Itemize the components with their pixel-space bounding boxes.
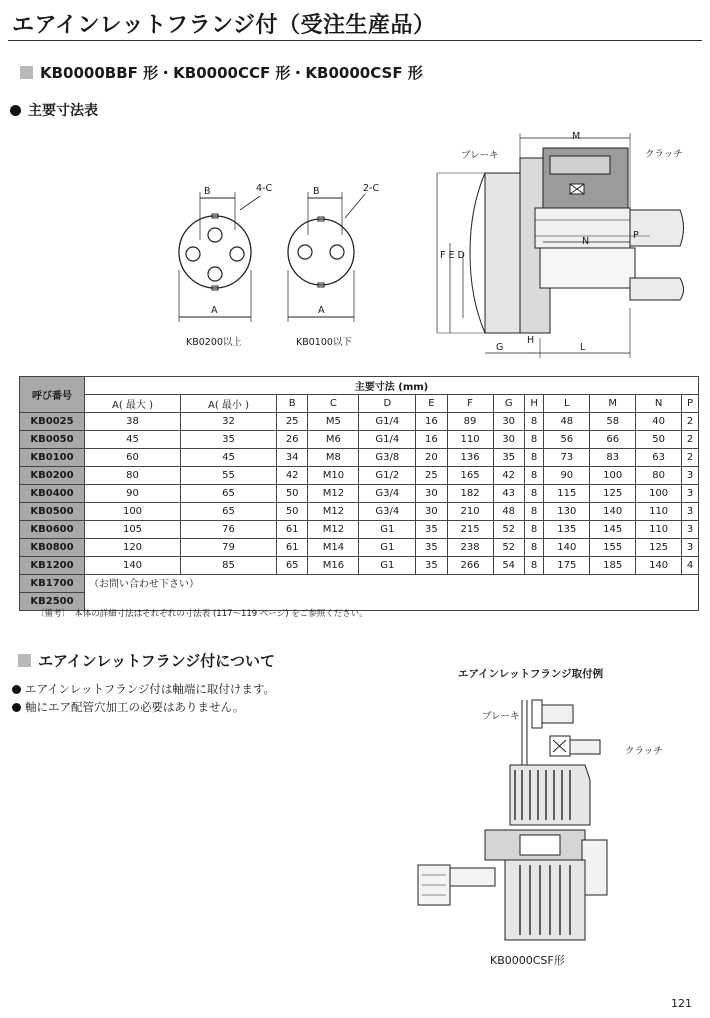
bullet-dot-icon <box>12 685 21 694</box>
table-cell: 140 <box>85 557 181 575</box>
diagram2-b-label: B <box>313 186 320 197</box>
table-row <box>20 539 699 557</box>
model-cell: KB0200 <box>20 467 85 485</box>
table-cell: 100 <box>590 467 636 485</box>
diagram1-b-label: B <box>204 186 211 197</box>
table-cell: 210 <box>447 503 493 521</box>
table-cell: 110 <box>447 431 493 449</box>
model-cell: KB0025 <box>20 413 85 431</box>
table-cell: 52 <box>493 521 524 539</box>
table-cell: 30 <box>493 431 524 449</box>
model-cell: KB0400 <box>20 485 85 503</box>
section-h-label: H <box>527 335 535 346</box>
table-cell: 65 <box>181 485 277 503</box>
table-cell: M5 <box>308 413 359 431</box>
table-row <box>20 485 699 503</box>
column-header: H <box>524 395 543 413</box>
table-cell: 110 <box>636 503 682 521</box>
column-header: L <box>544 395 590 413</box>
table-cell: 55 <box>181 467 277 485</box>
model-cell: KB2500 <box>20 593 85 611</box>
table-cell: 50 <box>277 485 308 503</box>
table-cell: 20 <box>416 449 447 467</box>
table-cell: G1/4 <box>359 431 416 449</box>
section-heading-about-text: エアインレットフランジ付について <box>38 652 276 670</box>
table-cell: M12 <box>308 521 359 539</box>
table-cell: G3/4 <box>359 485 416 503</box>
table-cell: 48 <box>493 503 524 521</box>
table-cell: 35 <box>181 431 277 449</box>
table-cell: 266 <box>447 557 493 575</box>
bullet-item <box>12 681 275 697</box>
diagram2-caption: KB0100以下 <box>296 337 352 348</box>
table-cell: G1 <box>359 521 416 539</box>
table-cell: G1/4 <box>359 413 416 431</box>
table-cell: 25 <box>416 467 447 485</box>
table-row <box>20 449 699 467</box>
section-n-label: N <box>582 236 590 247</box>
table-row <box>20 413 699 431</box>
table-cell: 16 <box>416 413 447 431</box>
inquiry-note: （お問い合わせ下さい） <box>85 575 699 611</box>
column-header: A( 最小 ) <box>181 395 277 413</box>
table-cell: 65 <box>277 557 308 575</box>
dimensions-group-header: 主要寸法 (mm) <box>85 377 699 395</box>
table-cell: 43 <box>493 485 524 503</box>
table-cell: 35 <box>416 521 447 539</box>
column-header: C <box>308 395 359 413</box>
table-cell: 52 <box>493 539 524 557</box>
table-cell: 90 <box>544 467 590 485</box>
table-cell: 120 <box>85 539 181 557</box>
model-cell: KB1700 <box>20 575 85 593</box>
table-cell: 16 <box>416 431 447 449</box>
table-cell: 34 <box>277 449 308 467</box>
diagram2-a-label: A <box>318 305 325 316</box>
table-cell: 50 <box>277 503 308 521</box>
table-cell: 2 <box>682 449 699 467</box>
column-header: F <box>447 395 493 413</box>
section-clutch-label: クラッチ <box>645 149 683 160</box>
section-heading-models <box>20 62 423 83</box>
table-cell: 165 <box>447 467 493 485</box>
table-cell: 8 <box>524 503 543 521</box>
section-marker-icon <box>20 66 33 79</box>
table-cell: 8 <box>524 521 543 539</box>
model-cell: KB0050 <box>20 431 85 449</box>
table-cell: 8 <box>524 413 543 431</box>
table-cell: 76 <box>181 521 277 539</box>
table-cell: 182 <box>447 485 493 503</box>
table-cell: 215 <box>447 521 493 539</box>
table-cell: 4 <box>682 557 699 575</box>
model-column-header: 呼び番号 <box>20 377 85 413</box>
table-cell: 140 <box>544 539 590 557</box>
table-cell: 2 <box>682 431 699 449</box>
bullet-dot-icon <box>10 105 21 116</box>
table-cell: 175 <box>544 557 590 575</box>
table-cell: 140 <box>590 503 636 521</box>
column-header: A( 最大 ) <box>85 395 181 413</box>
column-header: G <box>493 395 524 413</box>
model-cell: KB0800 <box>20 539 85 557</box>
table-cell: 105 <box>85 521 181 539</box>
table-cell: G1 <box>359 557 416 575</box>
table-cell: 48 <box>544 413 590 431</box>
title-rule <box>8 40 702 41</box>
section-marker-icon <box>18 654 31 667</box>
section-fed-label: F E D <box>440 250 465 261</box>
table-cell: 73 <box>544 449 590 467</box>
table-cell: 125 <box>636 539 682 557</box>
table-cell: G1 <box>359 539 416 557</box>
table-note: 〔備考〕 本体の詳細寸法はそれぞれの寸法表 (117～119 ページ) をご参照ください。 <box>36 609 368 619</box>
example-caption: KB0000CSF形 <box>490 954 565 967</box>
table-cell: M12 <box>308 485 359 503</box>
diagram1-caption: KB0200以上 <box>186 337 242 348</box>
section-g-label: G <box>496 342 504 353</box>
table-cell: M8 <box>308 449 359 467</box>
table-cell: G3/8 <box>359 449 416 467</box>
section-p-label: P <box>633 230 639 241</box>
table-cell: 80 <box>636 467 682 485</box>
bullet-item <box>12 699 244 715</box>
column-header: P <box>682 395 699 413</box>
table-cell: 8 <box>524 539 543 557</box>
table-cell: 61 <box>277 521 308 539</box>
example-clutch-label: クラッチ <box>625 746 663 757</box>
column-header: M <box>590 395 636 413</box>
table-cell: 140 <box>636 557 682 575</box>
example-title: エアインレットフランジ取付例 <box>458 668 604 680</box>
table-cell: 32 <box>181 413 277 431</box>
table-cell: 56 <box>544 431 590 449</box>
model-cell: KB1200 <box>20 557 85 575</box>
table-cell: 65 <box>181 503 277 521</box>
table-cell: 115 <box>544 485 590 503</box>
table-cell: M6 <box>308 431 359 449</box>
table-cell: 145 <box>590 521 636 539</box>
section-heading-about <box>18 650 275 671</box>
table-row <box>20 521 699 539</box>
table-row <box>20 557 699 575</box>
section-drawing <box>425 128 705 368</box>
table-cell: 42 <box>277 467 308 485</box>
table-cell: 45 <box>85 431 181 449</box>
table-cell: 50 <box>636 431 682 449</box>
table-cell: 60 <box>85 449 181 467</box>
section-brake-label: ブレーキ <box>461 150 499 161</box>
table-cell: M14 <box>308 539 359 557</box>
table-cell: 25 <box>277 413 308 431</box>
flange-diagram-2hole <box>270 180 390 350</box>
table-cell: 8 <box>524 467 543 485</box>
table-cell: 100 <box>636 485 682 503</box>
table-cell: 90 <box>85 485 181 503</box>
table-cell: M10 <box>308 467 359 485</box>
flange-diagram-4hole <box>160 180 280 350</box>
diagram2-c-label: 2-C <box>363 183 380 194</box>
table-cell: 155 <box>590 539 636 557</box>
dims-heading <box>10 100 98 120</box>
column-header: E <box>416 395 447 413</box>
table-cell: 63 <box>636 449 682 467</box>
table-cell: 3 <box>682 503 699 521</box>
table-cell: 89 <box>447 413 493 431</box>
table-cell: 40 <box>636 413 682 431</box>
table-cell: 8 <box>524 485 543 503</box>
table-cell: 58 <box>590 413 636 431</box>
table-cell: 30 <box>416 485 447 503</box>
section-m-label: M <box>572 131 581 142</box>
table-cell: 136 <box>447 449 493 467</box>
model-cell: KB0600 <box>20 521 85 539</box>
table-cell: 130 <box>544 503 590 521</box>
table-cell: 110 <box>636 521 682 539</box>
page-title: エアインレットフランジ付（受注生産品） <box>12 13 436 38</box>
table-cell: 35 <box>416 557 447 575</box>
table-cell: 26 <box>277 431 308 449</box>
table-cell: 79 <box>181 539 277 557</box>
table-cell: 80 <box>85 467 181 485</box>
table-cell: 3 <box>682 485 699 503</box>
table-cell: 100 <box>85 503 181 521</box>
table-cell: 66 <box>590 431 636 449</box>
table-cell: M16 <box>308 557 359 575</box>
column-header: B <box>277 395 308 413</box>
table-row <box>20 431 699 449</box>
table-cell: G1/2 <box>359 467 416 485</box>
table-cell: 45 <box>181 449 277 467</box>
table-cell: 38 <box>85 413 181 431</box>
table-cell: 54 <box>493 557 524 575</box>
table-cell: 85 <box>181 557 277 575</box>
column-header: N <box>636 395 682 413</box>
table-cell: 185 <box>590 557 636 575</box>
table-cell: 8 <box>524 431 543 449</box>
table-cell: G3/4 <box>359 503 416 521</box>
table-row <box>20 467 699 485</box>
model-cell: KB0500 <box>20 503 85 521</box>
table-cell: 238 <box>447 539 493 557</box>
table-cell: 125 <box>590 485 636 503</box>
table-cell: 35 <box>493 449 524 467</box>
dims-heading-text: 主要寸法表 <box>28 103 98 119</box>
table-cell: 2 <box>682 413 699 431</box>
table-cell: 30 <box>493 413 524 431</box>
table-cell: 61 <box>277 539 308 557</box>
diagram1-c-label: 4-C <box>256 183 273 194</box>
table-cell: 8 <box>524 557 543 575</box>
example-brake-label: ブレーキ <box>482 711 520 722</box>
model-cell: KB0100 <box>20 449 85 467</box>
table-cell: 83 <box>590 449 636 467</box>
bullet-text: 軸にエア配管穴加工の必要はありません。 <box>25 700 245 714</box>
section-l-label: L <box>580 342 586 353</box>
installation-example-drawing <box>410 690 610 950</box>
table-cell: 35 <box>416 539 447 557</box>
section-heading-text: KB0000BBF 形・KB0000CCF 形・KB0000CSF 形 <box>40 64 423 82</box>
column-header: D <box>359 395 416 413</box>
table-cell: 30 <box>416 503 447 521</box>
table-row <box>20 575 699 593</box>
table-cell: 3 <box>682 521 699 539</box>
dimension-table <box>19 376 699 611</box>
table-cell: M12 <box>308 503 359 521</box>
bullet-text: エアインレットフランジ付は軸端に取付けます。 <box>25 682 276 696</box>
diagram1-a-label: A <box>211 305 218 316</box>
table-cell: 42 <box>493 467 524 485</box>
bullet-dot-icon <box>12 703 21 712</box>
table-cell: 8 <box>524 449 543 467</box>
table-cell: 3 <box>682 467 699 485</box>
page-number: 121 <box>671 997 692 1010</box>
table-cell: 3 <box>682 539 699 557</box>
table-cell: 135 <box>544 521 590 539</box>
table-row <box>20 503 699 521</box>
